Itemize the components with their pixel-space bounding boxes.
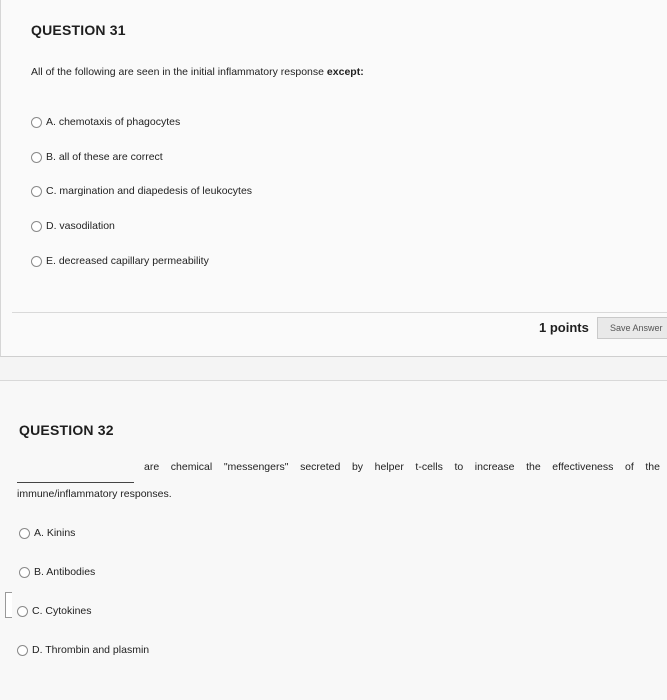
prompt-word: secreted xyxy=(300,461,341,473)
prompt-word: the xyxy=(526,461,541,473)
prompt-word: effectiveness xyxy=(552,461,614,473)
q31-option-b[interactable] xyxy=(31,151,163,163)
q31-option-c-label: C. margination and diapedesis of leukocytes xyxy=(46,185,253,197)
q32-option-b[interactable] xyxy=(19,566,95,578)
q31-option-d-label: D. vasodilation xyxy=(46,220,115,232)
q31-option-a[interactable] xyxy=(31,116,180,128)
prompt-word: are xyxy=(144,461,160,473)
question-31-points: 1 points xyxy=(539,320,589,335)
q32-option-b-label: B. Antibodies xyxy=(34,566,96,578)
prompt-word: to xyxy=(454,461,464,473)
prompt-word: the xyxy=(645,461,660,473)
q32-option-a[interactable] xyxy=(19,527,75,539)
prompt-word: helper xyxy=(374,461,404,473)
prompt-word: by xyxy=(351,461,364,473)
prompt-word: chemical xyxy=(170,461,213,473)
radio-button[interactable] xyxy=(31,152,42,163)
q32-option-d[interactable] xyxy=(17,644,149,656)
q31-option-e-label: E. decreased capillary permeability xyxy=(46,255,209,267)
question-32-prompt-line2: immune/inflammatory responses. xyxy=(17,488,172,500)
q32-option-a-label: A. Kinins xyxy=(34,527,76,539)
selection-marker xyxy=(5,592,12,618)
question-31-title: QUESTION 31 xyxy=(31,22,126,38)
q32-option-d-label: D. Thrombin and plasmin xyxy=(32,644,150,656)
radio-button[interactable] xyxy=(17,606,28,617)
question-31-prompt xyxy=(31,66,364,78)
radio-button[interactable] xyxy=(31,117,42,128)
radio-button[interactable] xyxy=(19,567,30,578)
save-answer-button[interactable]: Save Answer xyxy=(597,317,667,339)
prompt-word: t-cells xyxy=(415,461,443,473)
question-32-title: QUESTION 32 xyxy=(19,422,114,438)
question-32-top-divider xyxy=(0,380,667,381)
prompt-word: of xyxy=(624,461,634,473)
fill-in-blank-line xyxy=(17,482,134,483)
question-32-prompt-line1 xyxy=(144,461,660,473)
q32-option-c-label: C. Cytokines xyxy=(32,605,92,617)
q31-option-b-label: B. all of these are correct xyxy=(46,151,163,163)
q32-option-c[interactable] xyxy=(17,605,92,617)
question-31-prompt-emphasis: except: xyxy=(326,66,364,78)
q31-option-c[interactable] xyxy=(31,185,252,197)
prompt-word: "messengers" xyxy=(223,461,289,473)
q31-option-a-label: A. chemotaxis of phagocytes xyxy=(46,116,181,128)
q31-option-e[interactable] xyxy=(31,255,209,267)
q31-option-d[interactable] xyxy=(31,220,115,232)
radio-button[interactable] xyxy=(31,256,42,267)
radio-button[interactable] xyxy=(31,221,42,232)
prompt-word: increase xyxy=(474,461,515,473)
question-31-prompt-text: All of the following are seen in the initial inflammatory response xyxy=(31,66,324,78)
radio-button[interactable] xyxy=(31,186,42,197)
radio-button[interactable] xyxy=(17,645,28,656)
question-31-divider xyxy=(12,312,667,313)
radio-button[interactable] xyxy=(19,528,30,539)
